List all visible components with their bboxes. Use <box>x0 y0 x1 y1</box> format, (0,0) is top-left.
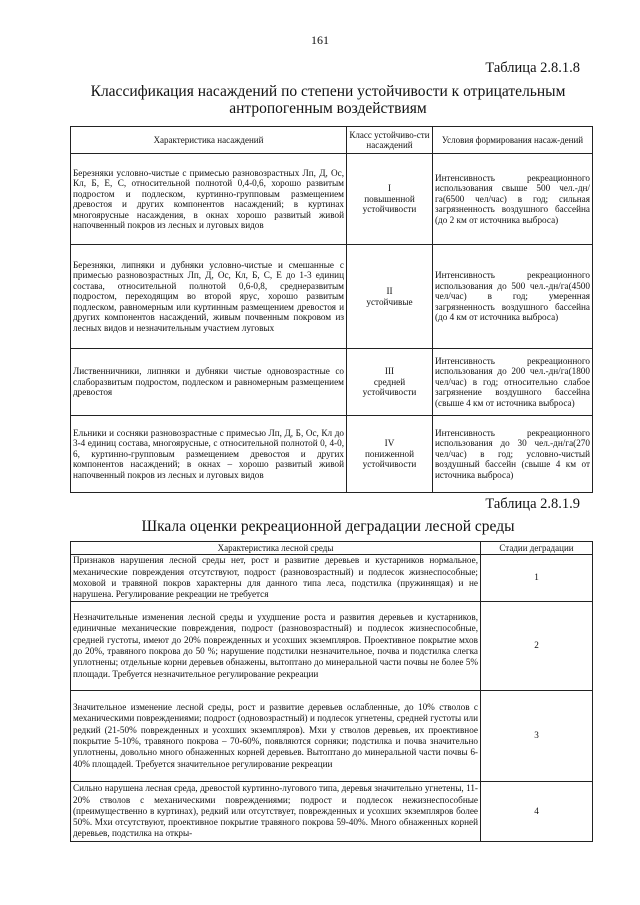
class-name: повышенной устойчивости <box>362 193 417 215</box>
table2-row <box>71 602 593 691</box>
table2-header-stage: Стадии деградации <box>481 542 593 555</box>
table2-header-characteristic: Характеристика лесной среды <box>71 542 481 555</box>
table1-label: Таблица 2.8.1.8 <box>485 60 580 76</box>
table1-title-line1: Классификация насаждений по степени устойчивости к отрицательным <box>90 83 566 100</box>
table2-row-characteristic: Сильно нарушена лесная среда, древостой куртинно-лугового типа, деревья значительно угнетены, 11-20% стволов с механическими повреждениями; подрост и подлесок нежизнеспособные (преимущественно в куртинах), редкий или отсутствует, поврежденных и усохших экземпляров более 50%. Мхи отсутствуют, проективное покрытие травяного покрова 59-40%. Много обнаженных корней деревьев, подстилка на откры- <box>71 782 481 842</box>
table1-row <box>71 245 593 349</box>
table1-row-conditions: Интенсивность рекреационного использования до 30 чел.-дн/га(270 чел/час) в год; условно-чистый воздушный бассейн (свыше 4 км от источника выброса) <box>433 416 593 493</box>
degradation-scale-table <box>70 541 593 842</box>
table2-row <box>71 691 593 782</box>
class-name: устойчивые <box>366 296 413 307</box>
table2-row-stage: 2 <box>481 602 593 691</box>
table1-header-conditions: Условия формирования насаж-дений <box>433 127 593 154</box>
table1-row-characteristic: Березняки, липняки и дубняки условно-чистые и смешанные с примесью разновозрастных Лп, Д, Ос, Кл, Б, С, Е до 1-3 единиц состава, относительной полнотой 0,6-0,8, среднеразвитым подростом, переходящим во второй ярус, хорошо развитым подлеском, равномерным или куртинным размещением древостоя и других компонентов насаждений, живым почвенным покровом из лесных видов и незначительным участием луговых <box>71 245 347 349</box>
table1-row-conditions: Интенсивность рекреационного использования до 500 чел.-дн/га(4500 чел/час) в год; умеренная загрязненность воздушного бассейна (до 4 км от источника выброса) <box>433 245 593 349</box>
table1-row-class <box>347 154 433 245</box>
table2-label: Таблица 2.8.1.9 <box>485 496 580 512</box>
table2-row <box>71 782 593 842</box>
table2-row-stage: 3 <box>481 691 593 782</box>
table2-row-characteristic: Признаков нарушения лесной среды нет, рост и развитие деревьев и кустарников нормальное, механические повреждения отсутствуют, подрост (разновозрастный) и подлесок жизнеспособные; моховой и травяной покров характерны для данного типа леса, подстилка (пружинящая) и не нарушена. Регулирование рекреации не требуется <box>71 555 481 602</box>
table1-row-conditions: Интенсивность рекреационного использования до 200 чел.-дн/га(1800 чел/час) в год; относительно слабое загрязнение воздушного бассейна (свыше 4 км от источника выброса) <box>433 349 593 416</box>
table1-row-class <box>347 349 433 416</box>
table2-row-characteristic: Незначительные изменения лесной среды и ухудшение роста и развития деревьев и кустарников, единичные механические повреждения, подрост (разновозрастный) и подлесок жизнеспособные, средней густоты, имеют до 20% поврежденных и усохших экземпляров. Проективное покрытие мхов до 20%, травяного покрова до 50 %; нарушение подстилки незначительное, почва и подстилка слегка уплотнены; отдельные корни деревьев обнажены, вытоптано до минеральной части почвы не более 5% площади. Требуется незначительное регулирование рекреации <box>71 602 481 691</box>
table2-row-characteristic: Значительное изменение лесной среды, рост и развитие деревьев ослабленные, до 10% стволов с механическими повреждениями; подрост (одновозрастный) и подлесок угнетены, средней густоты или редкий (21-50% поврежденных и усохших экземпляров). Мхи у стволов деревьев, их проективное покрытие 5-10%, травяного покрова – 70-60%, появляются сорняки; подстилка и почва значительно уплотнены, довольно много обнаженных корней деревьев. Вытоптано до минеральной части почвы 6-40% площадей. Требуется значительное регулирование рекреации <box>71 691 481 782</box>
class-number: III <box>384 366 395 377</box>
table1-row-class <box>347 245 433 349</box>
table1-row-conditions: Интенсивность рекреационного использования свыше 500 чел.-дн/га(6500 чел/час) в год; сильная загрязненность воздушного бассейна (до 2 км от источника выброса) <box>433 154 593 245</box>
class-number: IV <box>384 438 395 449</box>
table2-row-stage: 1 <box>481 555 593 602</box>
table1-row-class <box>347 416 433 493</box>
class-name: пониженной устойчивости <box>362 448 417 470</box>
table1-row-characteristic: Березняки условно-чистые с примесью разновозрастных Лп, Д, Ос, Кл, Б, Е, С, относительной полнотой 0,4-0,6, хорошо развитым подростом и подлеском, куртинно-групповым размещением древостоя и других компонентов насаждений; в куртинах многоярусные насаждения, в окнах хорошо развитый живой напочвенный покров из лесных и луговых видов <box>71 154 347 245</box>
class-number: II <box>386 286 393 296</box>
table1-row <box>71 154 593 245</box>
class-name: средней устойчивости <box>362 376 417 398</box>
table2-title: Шкала оценки рекреационной деградации лесной среды <box>141 518 515 535</box>
table1-header-class: Класс устойчиво-сти насаждений <box>347 127 433 154</box>
class-number: I <box>387 183 392 194</box>
table1-title-line2: антропогенным воздействиям <box>229 100 427 117</box>
table1-title <box>58 83 598 117</box>
table1-row-characteristic: Лиственничники, липняки и дубняки чистые одновозрастные со слаборазвитым подростом, подлеском и равномерным размещением древостоя <box>71 349 347 416</box>
table1-row-characteristic: Ельники и сосняки разновозрастные с примесью Лп, Д, Б, Ос, Кл до 3-4 единиц состава, многоярусные, с относительной полнотой 0, 4-0, 6, куртинно-групповым размещением древостоя и других компонентов насаждений; в окнах – хорошо развитый живой напочвенный покров из лесных и луговых видов <box>71 416 347 493</box>
table2-header-row <box>71 542 593 555</box>
table1-row <box>71 416 593 493</box>
table2-row-stage: 4 <box>481 782 593 842</box>
table2-row <box>71 555 593 602</box>
table1-header-characteristic: Характеристика насаждений <box>71 127 347 154</box>
stability-classification-table <box>70 126 593 493</box>
page-number: 161 <box>311 33 329 47</box>
table1-row <box>71 349 593 416</box>
table1-header-row <box>71 127 593 154</box>
